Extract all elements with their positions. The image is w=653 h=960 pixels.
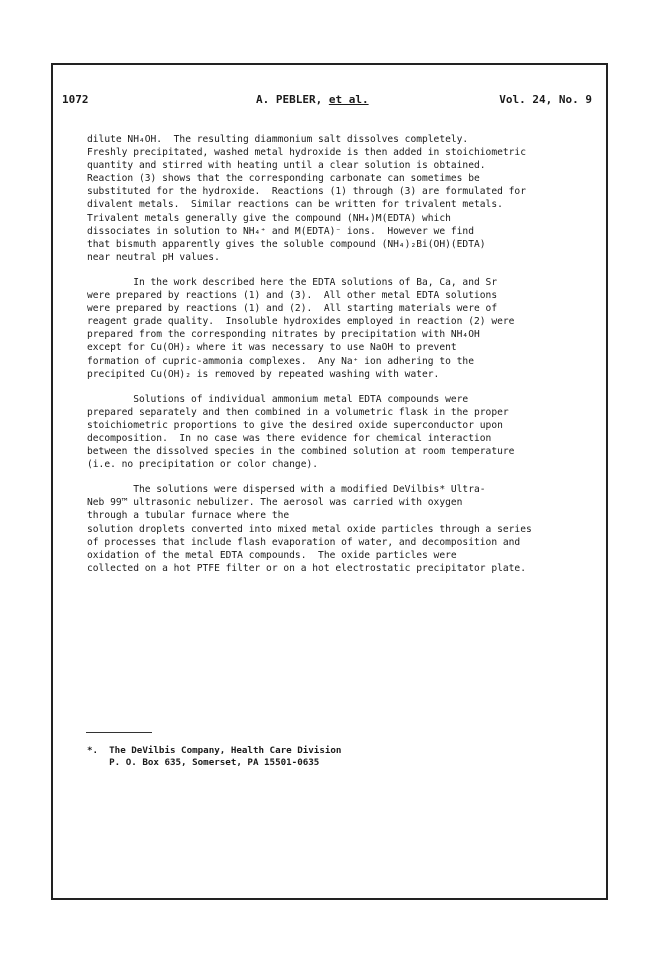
text-line: of processes that include flash evaporation of water, and decomposition and	[87, 536, 521, 548]
text-line: solution droplets converted into mixed metal oxide particles through a series	[87, 523, 532, 535]
running-header	[62, 93, 592, 109]
text-line: that bismuth apparently gives the soluble compound (NH₄)₂Bi(OH)(EDTA)	[87, 238, 486, 250]
footnote	[87, 745, 341, 769]
text-line: reagent grade quality. Insoluble hydroxides employed in reaction (2) were	[87, 316, 515, 328]
footnote-line: *. The DeVilbis Company, Health Care Division	[87, 745, 342, 756]
text-line: Reaction (3) shows that the corresponding carbonate can sometimes be	[87, 173, 480, 185]
text-line: Neb 99™ ultrasonic nebulizer. The aerosol was carried with oxygen	[87, 497, 463, 509]
text-line: except for Cu(OH)₂ where it was necessary to use NaOH to prevent	[87, 342, 457, 354]
text-line: In the work described here the EDTA solutions of Ba, Ca, and Sr	[87, 276, 498, 288]
text-line: quantity and stirred with heating until a clear solution is obtained.	[87, 160, 486, 172]
text-line: The solutions were dispersed with a modified DeVilbis* Ultra-	[87, 484, 486, 496]
text-line: divalent metals. Similar reactions can be written for trivalent metals.	[87, 199, 503, 211]
paragraph	[87, 276, 557, 381]
text-line: (i.e. no precipitation or color change).	[87, 459, 319, 471]
et-al: et al.	[328, 93, 369, 106]
text-line: collected on a hot PTFE filter or on a hot electrostatic precipitator plate.	[87, 562, 526, 574]
page-number: 1072	[62, 93, 89, 106]
text-line: were prepared by reactions (1) and (2). All starting materials were of	[87, 303, 498, 315]
text-line: Freshly precipitated, washed metal hydroxide is then added in stoichiometric	[87, 147, 526, 159]
authors: A. PEBLER,	[256, 93, 329, 106]
text-line: stoichiometric proportions to give the desired oxide superconductor upon	[87, 419, 503, 431]
footnote-line: P. O. Box 635, Somerset, PA 15501-0635	[87, 757, 320, 768]
text-line: oxidation of the metal EDTA compounds. The oxide particles were	[87, 549, 457, 561]
text-line: through a tubular furnace where the	[87, 510, 290, 522]
text-line: precipited Cu(OH)₂ is removed by repeated washing with water.	[87, 368, 440, 380]
text-line: formation of cupric-ammonia complexes. Any Na⁺ ion adhering to the	[87, 355, 474, 367]
text-line: were prepared by reactions (1) and (3). All other metal EDTA solutions	[87, 290, 498, 302]
text-line: dissociates in solution to NH₄⁺ and M(EDTA)⁻ ions. However we find	[87, 225, 474, 237]
body-text	[87, 133, 557, 575]
volume-info: Vol. 24, No. 9	[499, 93, 592, 106]
author-line	[256, 93, 369, 106]
text-line: dilute NH₄OH. The resulting diammonium salt dissolves completely.	[87, 134, 469, 145]
paragraph	[87, 133, 557, 264]
text-line: prepared separately and then combined in a volumetric flask in the proper	[87, 406, 509, 418]
text-line: near neutral pH values.	[87, 251, 220, 263]
text-line: decomposition. In no case was there evidence for chemical interaction	[87, 432, 492, 444]
text-line: Solutions of individual ammonium metal EDTA compounds were	[87, 393, 469, 405]
text-line: Trivalent metals generally give the compound (NH₄)M(EDTA) which	[87, 212, 451, 224]
text-line: prepared from the corresponding nitrates by precipitation with NH₄OH	[87, 329, 480, 341]
text-line: between the dissolved species in the combined solution at room temperature	[87, 446, 515, 458]
paragraph	[87, 483, 557, 575]
text-line: substituted for the hydroxide. Reactions (1) through (3) are formulated for	[87, 186, 526, 198]
footnote-rule	[86, 732, 152, 733]
paragraph	[87, 393, 557, 472]
